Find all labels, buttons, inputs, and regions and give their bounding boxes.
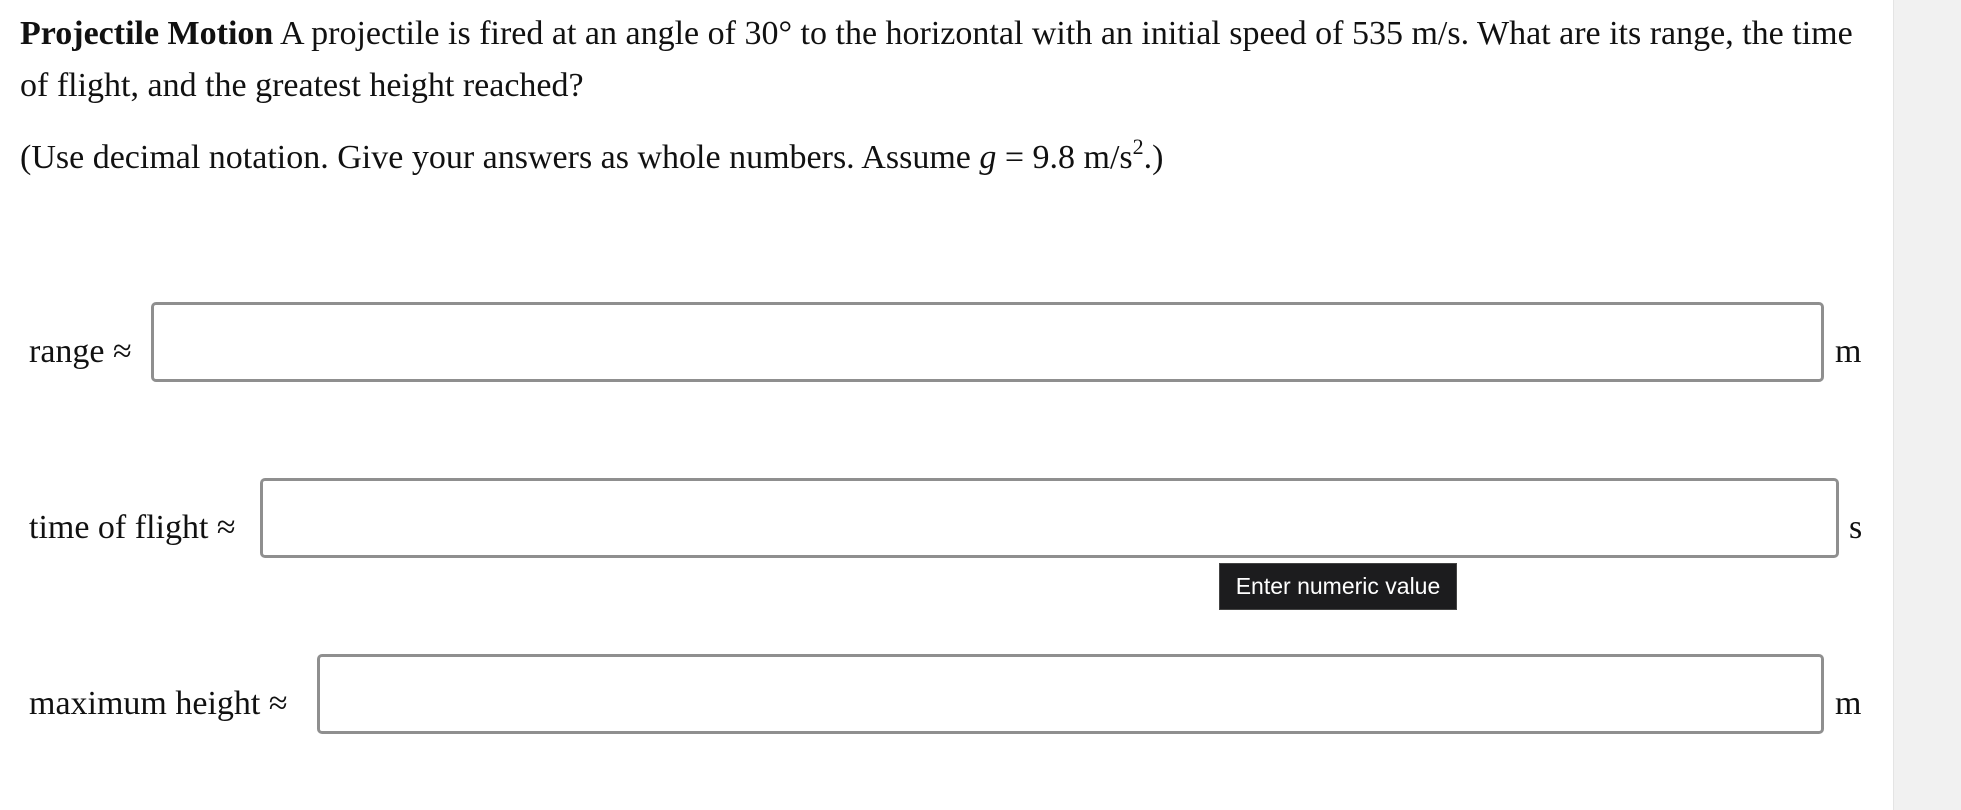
answer-instructions bbox=[20, 132, 1880, 184]
maximum-height-label: maximum height ≈ bbox=[29, 685, 288, 722]
question-title: Projectile Motion bbox=[20, 15, 274, 52]
range-unit: m bbox=[1835, 333, 1862, 370]
time-of-flight-label: time of flight ≈ bbox=[29, 509, 236, 546]
range-label: range ≈ bbox=[29, 333, 132, 370]
gravity-variable: g bbox=[979, 139, 997, 176]
range-input[interactable] bbox=[151, 302, 1824, 382]
instructions-prefix: (Use decimal notation. Give your answers as whole numbers. Assume bbox=[20, 139, 980, 176]
instructions-suffix: .) bbox=[1143, 139, 1164, 176]
maximum-height-input[interactable] bbox=[317, 654, 1824, 734]
time-of-flight-unit: s bbox=[1849, 509, 1863, 546]
time-of-flight-input[interactable] bbox=[260, 478, 1839, 558]
instructions-equals: = 9.8 m/s bbox=[996, 139, 1133, 176]
input-tooltip: Enter numeric value bbox=[1219, 563, 1457, 610]
question-body: A projectile is fired at an angle of 30° to the horizontal with an initial speed of 535 m/s. What are its range, the time of flight, and the greatest height reached? bbox=[20, 15, 1853, 104]
question-text bbox=[20, 8, 1880, 112]
page-scrollbar[interactable] bbox=[1893, 0, 1961, 810]
unit-exponent: 2 bbox=[1132, 133, 1144, 159]
maximum-height-unit: m bbox=[1835, 685, 1862, 722]
